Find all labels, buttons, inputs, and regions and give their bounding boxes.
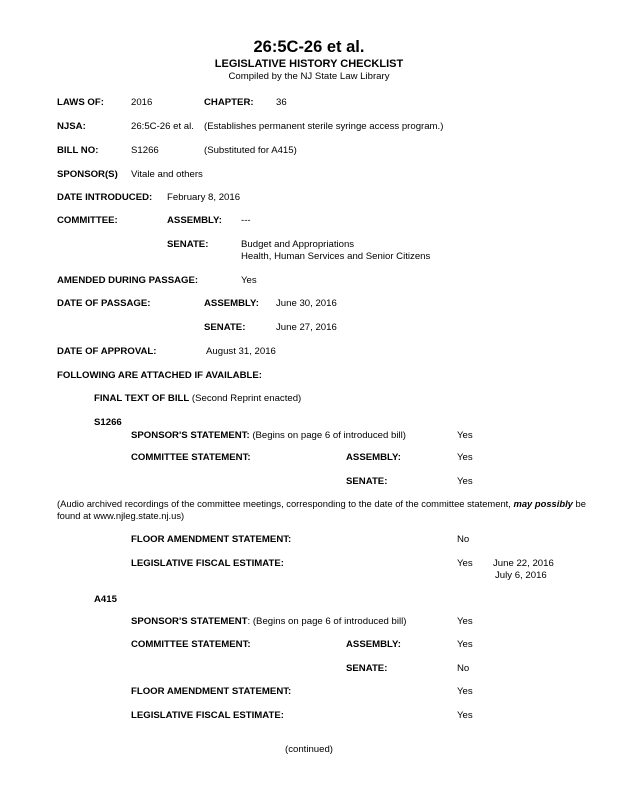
a415-label: A415 <box>94 594 117 605</box>
s1266-committee-assembly-value: Yes <box>457 452 473 463</box>
a415-committee-assembly-value: Yes <box>457 639 473 650</box>
amended-value: Yes <box>241 275 257 286</box>
s1266-sponsor-statement-row <box>131 430 406 442</box>
s1266-sponsor-statement-note: (Begins on page 6 of introduced bill) <box>252 430 406 441</box>
a415-fiscal-estimate-label: LEGISLATIVE FISCAL ESTIMATE: <box>131 710 284 721</box>
passage-senate-label: SENATE: <box>204 322 246 333</box>
audio-note-emphasis: may possibly <box>513 498 573 509</box>
chapter-label: CHAPTER: <box>204 97 254 108</box>
njsa-value: 26:5C-26 et al. <box>131 121 194 132</box>
a415-committee-senate-value: No <box>457 663 470 674</box>
continued-note: (continued) <box>285 744 333 755</box>
committee-senate-value-2: Health, Human Services and Senior Citizens <box>241 251 431 262</box>
s1266-floor-amendment-value: No <box>457 534 470 545</box>
a415-committee-statement-label: COMMITTEE STATEMENT: <box>131 639 251 650</box>
njsa-description: (Establishes permanent sterile syringe access program.) <box>204 121 444 132</box>
final-text-row <box>94 393 301 405</box>
committee-senate-label: SENATE: <box>167 239 209 250</box>
final-text-note: (Second Reprint enacted) <box>191 393 302 404</box>
date-introduced-label: DATE INTRODUCED: <box>57 192 153 203</box>
committee-senate-value-1: Budget and Appropriations <box>241 239 355 250</box>
audio-archive-note <box>57 498 605 521</box>
date-of-approval-label: DATE OF APPROVAL: <box>57 346 157 357</box>
passage-senate-value: June 27, 2016 <box>276 322 337 333</box>
passage-assembly-label: ASSEMBLY: <box>204 298 259 309</box>
bill-no-note: (Substituted for A415) <box>204 145 297 156</box>
a415-fiscal-estimate-value: Yes <box>457 710 473 721</box>
chapter-value: 36 <box>276 97 287 108</box>
laws-of-value: 2016 <box>131 97 153 108</box>
a415-floor-amendment-value: Yes <box>457 686 473 697</box>
a415-sponsor-statement-label: SPONSOR'S STATEMENT <box>131 616 248 627</box>
date-introduced-value: February 8, 2016 <box>167 192 241 203</box>
amended-label: AMENDED DURING PASSAGE: <box>57 275 199 286</box>
committee-assembly-value: --- <box>241 215 251 226</box>
s1266-sponsor-statement-label: SPONSOR'S STATEMENT: <box>131 430 250 441</box>
sponsors-label: SPONSOR(S) <box>57 169 118 180</box>
audio-note-part-1: (Audio archived recordings of the committee meetings, corresponding to the date of the committee statement, <box>57 498 514 509</box>
a415-committee-assembly-label: ASSEMBLY: <box>346 639 401 650</box>
a415-committee-senate-label: SENATE: <box>346 663 388 674</box>
audio-note-part-2: be found at www.njleg.state.nj.us) <box>57 498 586 521</box>
compiled-by: Compiled by the NJ State Law Library <box>228 71 390 82</box>
s1266-committee-statement-label: COMMITTEE STATEMENT: <box>131 452 251 463</box>
laws-of-label: LAWS OF: <box>57 97 104 108</box>
s1266-committee-senate-value: Yes <box>457 476 473 487</box>
s1266-fiscal-date-2: July 6, 2016 <box>495 570 547 581</box>
a415-sponsor-statement-value: Yes <box>457 616 473 627</box>
a415-floor-amendment-label: FLOOR AMENDMENT STATEMENT: <box>131 686 292 697</box>
committee-label: COMMITTEE: <box>57 215 118 226</box>
sponsors-value: Vitale and others <box>131 169 203 180</box>
s1266-committee-senate-label: SENATE: <box>346 476 388 487</box>
bill-no-value: S1266 <box>131 145 159 156</box>
bill-no-label: BILL NO: <box>57 145 99 156</box>
s1266-fiscal-date-1: June 22, 2016 <box>493 558 554 569</box>
date-of-passage-label: DATE OF PASSAGE: <box>57 298 151 309</box>
date-of-approval-value: August 31, 2016 <box>206 346 276 357</box>
s1266-label: S1266 <box>94 417 122 428</box>
page-title: 26:5C-26 et al. <box>253 38 365 56</box>
committee-assembly-label: ASSEMBLY: <box>167 215 222 226</box>
a415-sponsor-statement-row <box>131 616 406 628</box>
a415-sponsor-statement-note: : (Begins on page 6 of introduced bill) <box>247 616 407 627</box>
final-text-label: FINAL TEXT OF BILL <box>94 393 190 404</box>
attached-heading: FOLLOWING ARE ATTACHED IF AVAILABLE: <box>57 370 262 381</box>
s1266-fiscal-estimate-label: LEGISLATIVE FISCAL ESTIMATE: <box>131 558 284 569</box>
s1266-committee-assembly-label: ASSEMBLY: <box>346 452 401 463</box>
s1266-fiscal-estimate-value: Yes <box>457 558 473 569</box>
s1266-floor-amendment-label: FLOOR AMENDMENT STATEMENT: <box>131 534 292 545</box>
njsa-label: NJSA: <box>57 121 86 132</box>
passage-assembly-value: June 30, 2016 <box>276 298 337 309</box>
page-subtitle: LEGISLATIVE HISTORY CHECKLIST <box>214 58 404 70</box>
s1266-sponsor-statement-value: Yes <box>457 430 473 441</box>
